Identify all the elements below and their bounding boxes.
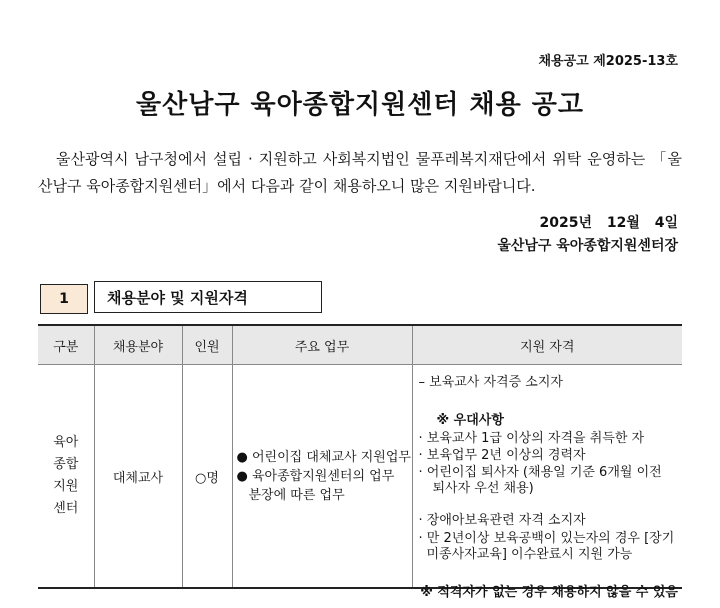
extra-qualification: · 장애아보육관련 자격 소지자 [418, 513, 586, 528]
preference-item: · 보육교사 1급 이상의 자격을 취득한 자 [418, 431, 645, 446]
duties-cell [232, 365, 412, 589]
extra-qualifications [419, 513, 679, 563]
category-line: 육아 [53, 435, 79, 450]
intro-paragraph: 울산광역시 남구청에서 설립 · 지원하고 사회복지법인 물푸레복지재단에서 위탁 운영하는 「울산남구 육아종합지원센터」에서 다음과 같이 채용하오니 많은 지원바랍니다. [38, 150, 682, 195]
section-title: 채용분야 및 지원자격 [94, 281, 322, 313]
preference-list [419, 431, 679, 497]
category-line: 종합 [53, 457, 79, 472]
qualification-main: – 보육교사 자격증 소지자 [418, 375, 563, 390]
announcement-date: 2025년 12월 4일 [539, 215, 678, 231]
header-headcount: 인원 [182, 325, 232, 365]
duty-item: ● 육아종합지원센터의 업무 분장에 따른 업무 [236, 468, 395, 503]
field-cell: 대체교사 [94, 365, 182, 589]
header-qualification: 지원 자격 [412, 325, 682, 365]
extra-qualification: · 만 2년이상 보육공백이 있는자의 경우 [장기미종사자교육] 이수완료시 지원 가능 [418, 531, 675, 562]
qualification-cell [412, 365, 682, 589]
table-header-row [38, 325, 682, 365]
duty-item: ● 어린이집 대체교사 지원업무 [236, 449, 411, 465]
issuer: 울산남구 육아종합지원센터장 [497, 238, 678, 254]
recruitment-table [38, 324, 682, 589]
header-duties: 주요 업무 [232, 325, 412, 365]
section-number: 1 [40, 284, 88, 314]
preference-title: ※ 우대사항 [436, 413, 504, 428]
footnote: ※ 적격자가 없는 경우 채용하지 않을 수 있음 [420, 585, 678, 600]
page-title: 울산남구 육아종합지원센터 채용 공고 [135, 90, 584, 120]
category-line: 지원 [53, 479, 79, 494]
preference-item: · 어린이집 퇴사자 (채용일 기준 6개월 이전 퇴사자 우선 채용) [418, 465, 662, 496]
category-line: 센터 [53, 501, 79, 516]
header-field: 채용분야 [94, 325, 182, 365]
table-row [38, 365, 682, 589]
header-category: 구분 [38, 325, 94, 365]
preference-item: · 보육업무 2년 이상의 경력자 [418, 448, 586, 463]
notice-number: 채용공고 제2025-13호 [538, 54, 678, 69]
headcount-cell: ○명 [182, 365, 232, 589]
category-cell [38, 365, 94, 589]
